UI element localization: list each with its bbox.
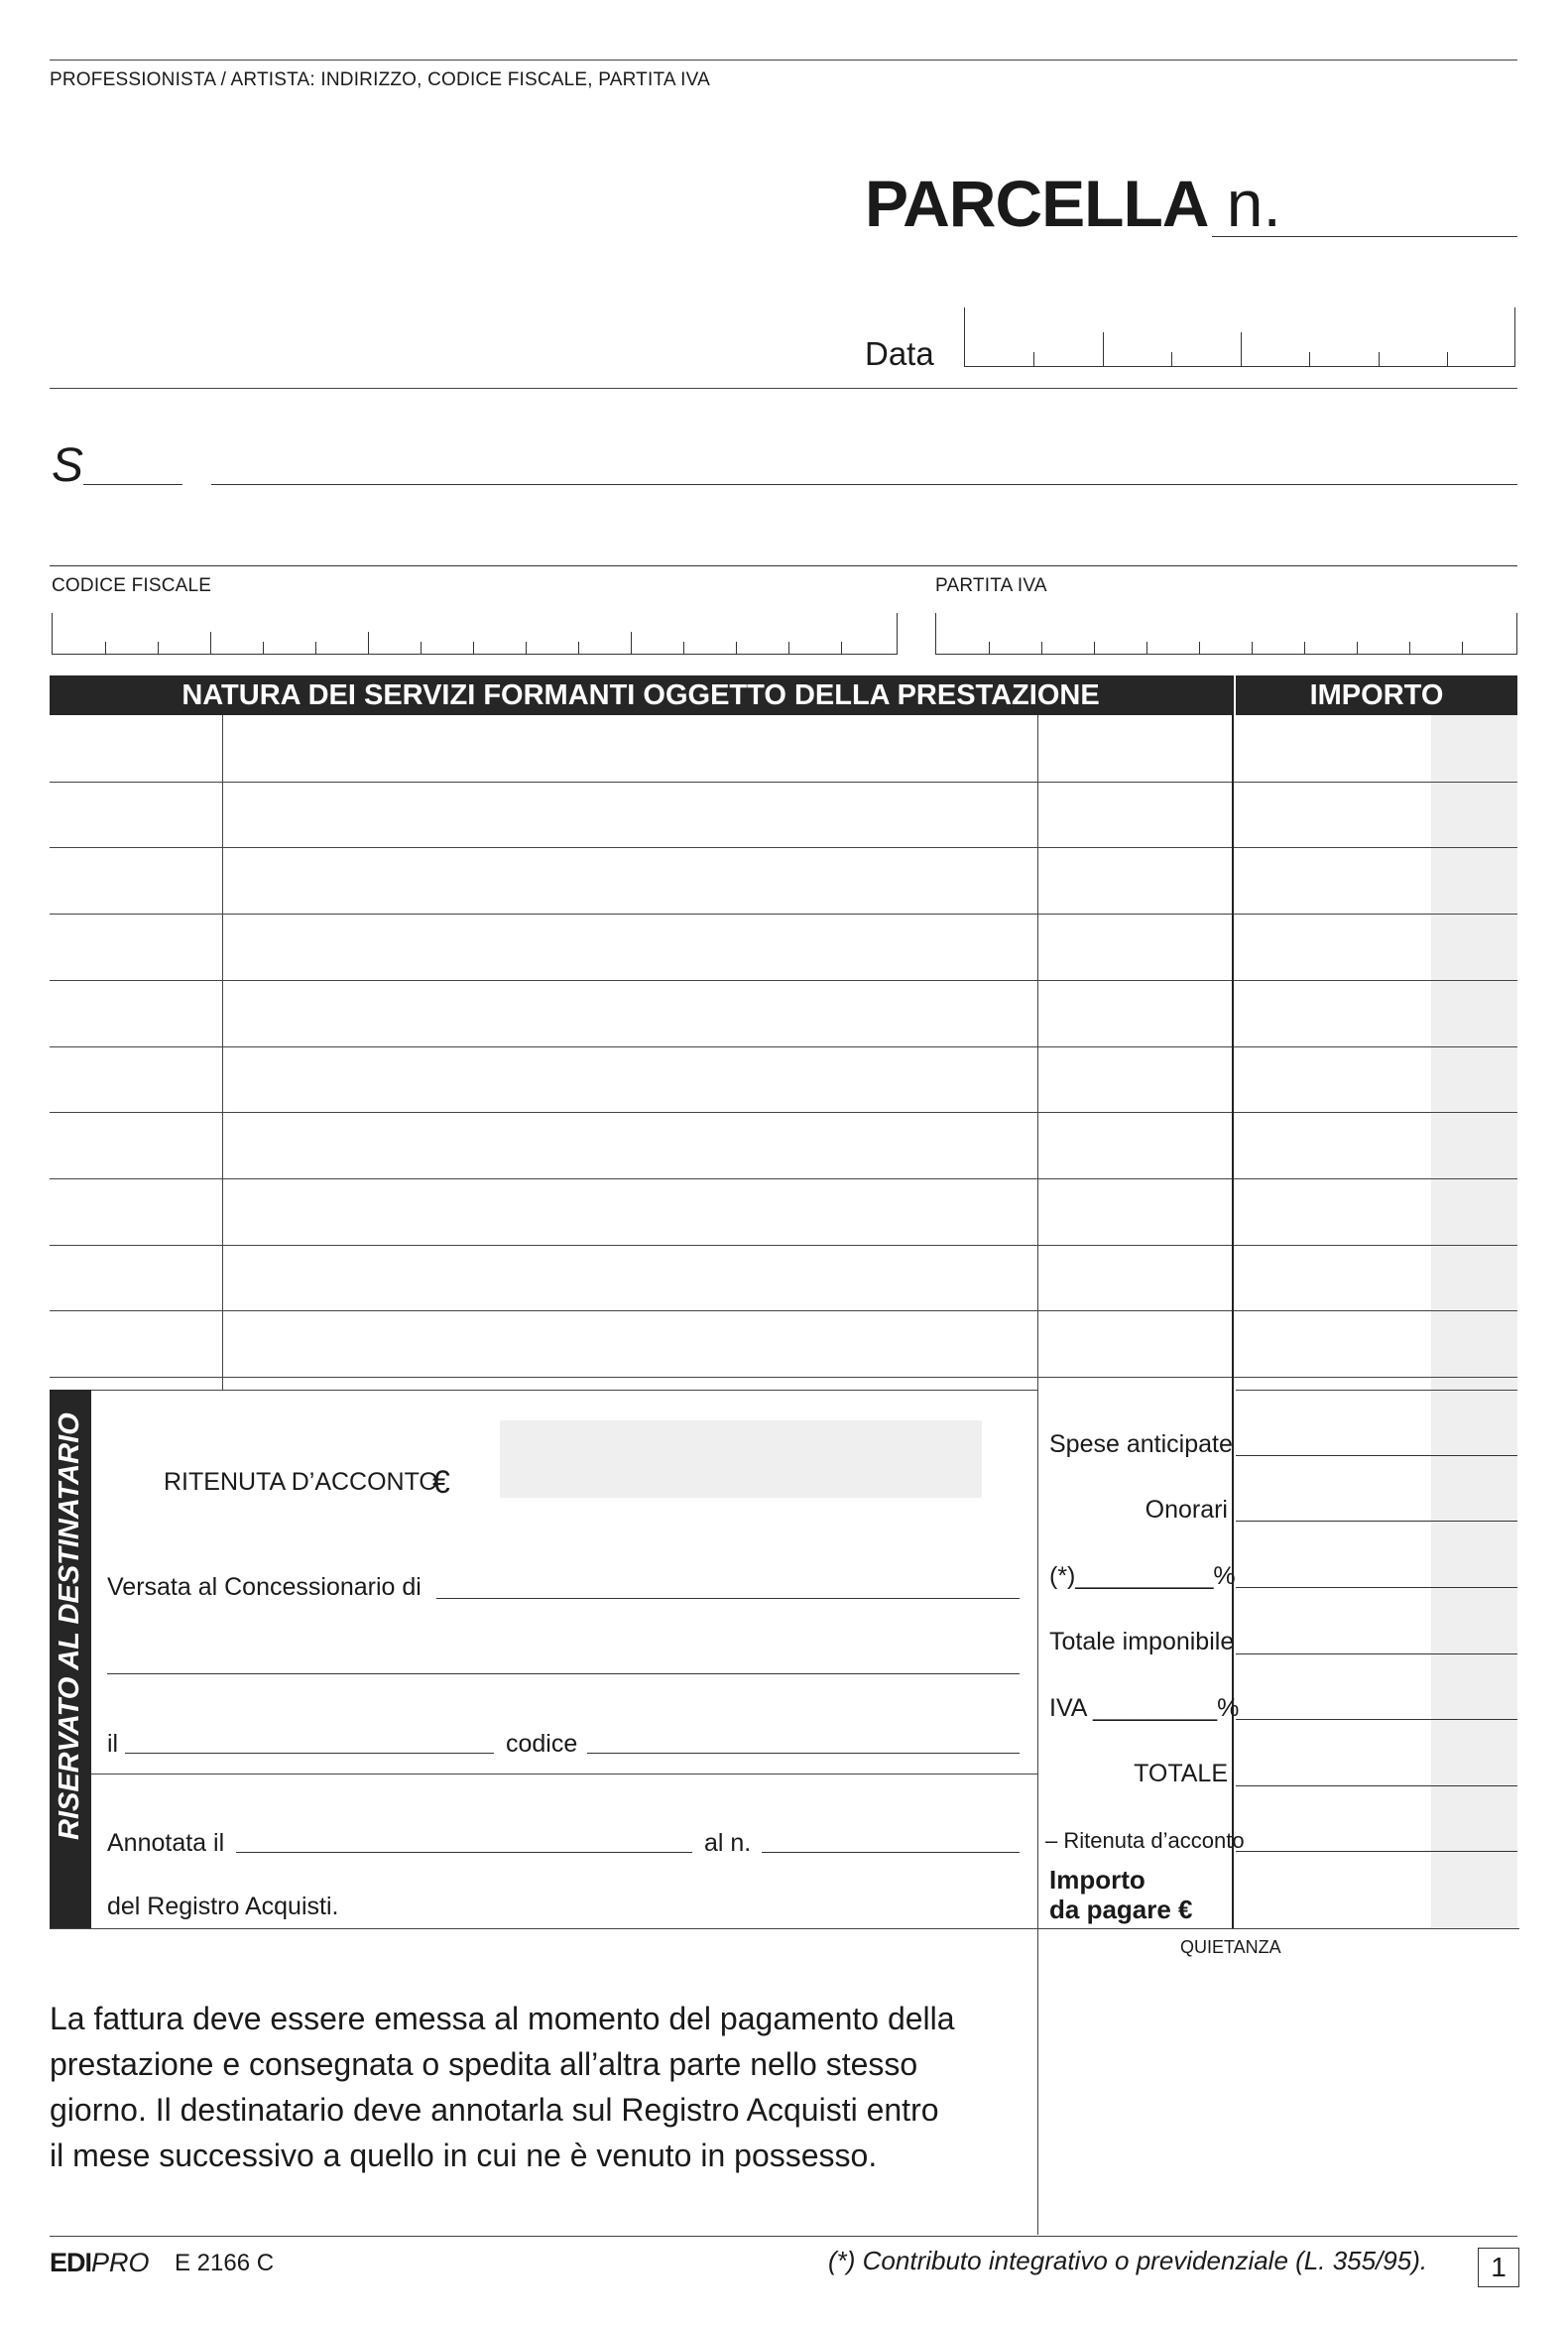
page-number: 1: [1491, 2252, 1507, 2282]
reserved-side-label: RISERVATO AL DESTINATARIO: [54, 1412, 85, 1840]
section-bottom-rule: [50, 1928, 1519, 1929]
register-label: del Registro Acquisti.: [107, 1893, 339, 1920]
col-divider-amount: [1232, 675, 1234, 1929]
product-code: E 2166 C: [175, 2250, 275, 2276]
table-row[interactable]: [50, 1112, 1517, 1113]
date-field[interactable]: [964, 307, 1515, 367]
withholding-deduction-field[interactable]: [1236, 1851, 1517, 1852]
advance-expenses-field[interactable]: [1236, 1455, 1517, 1456]
table-row[interactable]: [50, 1245, 1517, 1246]
brand-logo: [50, 2248, 150, 2278]
invoice-title-bold: PARCELLA: [865, 167, 1209, 240]
salutation-suffix-field[interactable]: [83, 484, 182, 485]
totals-top-rule: [1236, 1390, 1517, 1391]
client-name-field[interactable]: [211, 484, 1517, 485]
notice-line-3: giorno. Il destinatario deve annotarla sul Registro Acquisti entro: [50, 2092, 939, 2128]
table-row[interactable]: [50, 980, 1517, 981]
brand-bold: EDI: [50, 2248, 92, 2277]
partita-iva-label: PARTITA IVA: [935, 575, 1047, 596]
concessionaire-field[interactable]: [436, 1598, 1020, 1599]
paid-date-field[interactable]: [125, 1753, 494, 1754]
amount-header: [1236, 675, 1517, 715]
total-field[interactable]: [1236, 1785, 1517, 1786]
notice-line-4: il mese successivo a quello in cui ne è venuto in possesso.: [50, 2138, 878, 2173]
noted-date-field[interactable]: [236, 1852, 692, 1853]
invoice-number-field[interactable]: [1212, 236, 1517, 237]
client-address-field[interactable]: [50, 565, 1517, 566]
fees-field[interactable]: [1236, 1521, 1517, 1522]
register-number-field[interactable]: [762, 1852, 1020, 1853]
code-label: codice: [506, 1730, 578, 1758]
table-row[interactable]: [50, 1310, 1517, 1311]
table-row[interactable]: [50, 847, 1517, 848]
partita-iva-field[interactable]: [935, 613, 1517, 655]
amount-due-label-2: da pagare €: [1049, 1895, 1193, 1924]
top-rule: [50, 60, 1517, 61]
invoice-title-suffix: n.: [1226, 167, 1281, 240]
col-divider-2: [1037, 715, 1038, 2235]
withholding-deduction-label: – Ritenuta d’acconto: [1045, 1828, 1245, 1853]
code-field[interactable]: [587, 1753, 1020, 1754]
reserved-top-rule: [50, 1390, 1037, 1391]
withholding-amount-field[interactable]: [500, 1420, 982, 1498]
amount-due-label-1: Importo: [1049, 1865, 1146, 1895]
noted-label: Annotata il: [107, 1829, 225, 1857]
services-header: [50, 675, 1232, 715]
table-row[interactable]: [50, 1377, 1517, 1378]
vat-field[interactable]: [1236, 1719, 1517, 1720]
table-row[interactable]: [50, 782, 1517, 783]
footer-rule: [50, 2236, 1517, 2237]
notice-line-1: La fattura deve essere emessa al momento del pagamento della: [50, 2001, 955, 2036]
paid-to-label: Versata al Concessionario di: [107, 1573, 422, 1601]
table-row[interactable]: [50, 1178, 1517, 1179]
taxable-total-label: Totale imponibile: [1049, 1628, 1235, 1655]
amount-cents-column: [1431, 715, 1517, 1929]
col-divider-1: [222, 715, 223, 1390]
salutation-label: S: [52, 439, 84, 492]
header-divider: [50, 388, 1517, 389]
advance-expenses-label: Spese anticipate: [1049, 1430, 1233, 1458]
professional-info-label: PROFESSIONISTA / ARTISTA: INDIRIZZO, CODICE FISCALE, PARTITA IVA: [50, 69, 710, 90]
withholding-euro: €: [432, 1464, 450, 1500]
number-label: al n.: [704, 1829, 752, 1857]
total-label: TOTALE: [1134, 1760, 1228, 1787]
table-row[interactable]: [50, 914, 1517, 915]
contribution-label: (*)__________%: [1049, 1562, 1236, 1590]
notice-text: [50, 1996, 955, 2178]
invoice-title: [865, 167, 1281, 240]
vat-label: IVA _________%: [1049, 1694, 1240, 1722]
taxable-total-field[interactable]: [1236, 1653, 1517, 1654]
date-label: Data: [865, 335, 934, 372]
on-label: il: [107, 1730, 119, 1758]
brand-italic: PRO: [91, 2248, 150, 2277]
concessionaire-field-2[interactable]: [107, 1673, 1020, 1674]
amount-header-label: IMPORTO: [1309, 678, 1444, 711]
codice-fiscale-label: CODICE FISCALE: [52, 575, 212, 596]
codice-fiscale-field[interactable]: [52, 613, 898, 655]
withholding-label: RITENUTA D’ACCONTO: [164, 1468, 438, 1496]
footnote: (*) Contributo integrativo o previdenziale (L. 355/95).: [828, 2246, 1428, 2275]
contribution-field[interactable]: [1236, 1587, 1517, 1588]
table-row[interactable]: [50, 1046, 1517, 1047]
receipt-label: QUIETANZA: [1180, 1937, 1281, 1957]
services-header-label: NATURA DEI SERVIZI FORMANTI OGGETTO DELLA PRESTAZIONE: [181, 678, 1100, 711]
notice-line-2: prestazione e consegnata o spedita all’altra parte nello stesso: [50, 2046, 918, 2082]
page-number-box: [1478, 2248, 1519, 2287]
fees-label: Onorari: [1145, 1496, 1228, 1524]
